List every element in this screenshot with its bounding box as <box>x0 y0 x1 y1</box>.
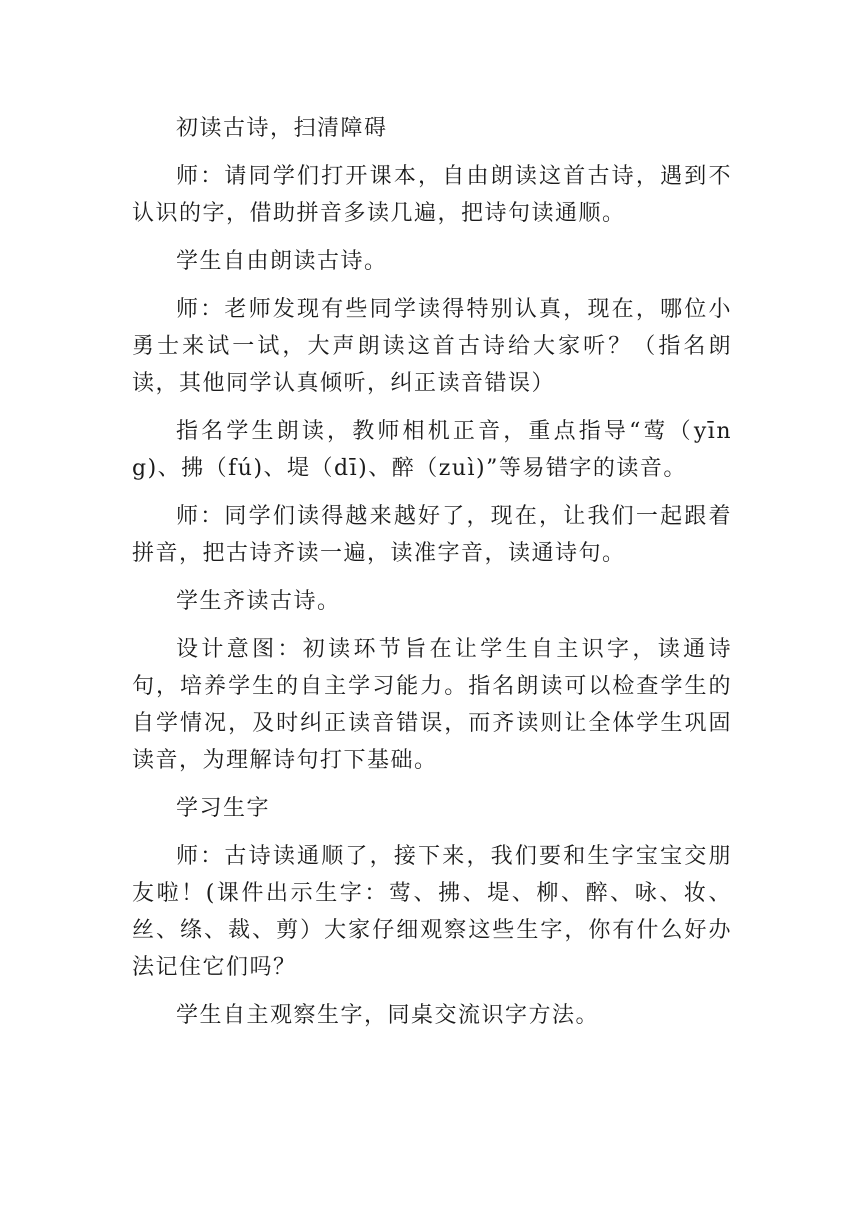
design-intent-paragraph: 设计意图：初读环节旨在让学生自主识字，读通诗句，培养学生的自主学习能力。指名朗读可以检查学生的自学情况，及时纠正读音错误，而齐读则让全体学生巩固读音，为理解诗句打下基础。 <box>132 637 732 773</box>
teacher-instruction-paragraph: 师：同学们读得越来越好了，现在，让我们一起跟着拼音，把古诗齐读一遍，读准字音，读通诗句。 <box>132 504 732 566</box>
pronunciation-guidance-paragraph: 指名学生朗读，教师相机正音，重点指导“莺（yīng)、拂（fú)、堤（dī)、醉（zuì)”等易错字的读音。 <box>132 419 732 481</box>
section-heading-new-characters: 学习生字 <box>176 796 271 821</box>
document-body <box>132 110 732 1045</box>
student-activity-paragraph: 学生齐读古诗。 <box>176 589 341 614</box>
student-activity-paragraph: 学生自主观察生字，同桌交流识字方法。 <box>176 1003 600 1028</box>
section-heading-first-reading: 初读古诗，扫清障碍 <box>176 116 388 141</box>
teacher-instruction-paragraph: 师：古诗读通顺了，接下来，我们要和生字宝宝交朋友啦！(课件出示生字：莺、拂、堤、柳、醉、咏、妆、丝、绦、裁、剪）大家仔细观察这些生字，你有什么好办法记住它们吗？ <box>132 844 732 980</box>
teacher-instruction-paragraph: 师：请同学们打开课本，自由朗读这首古诗，遇到不认识的字，借助拼音多读几遍，把诗句读通顺。 <box>132 164 732 226</box>
teacher-instruction-paragraph: 师：老师发现有些同学读得特别认真，现在，哪位小勇士来试一试，大声朗读这首古诗给大家听？（指名朗读，其他同学认真倾听，纠正读音错误） <box>132 297 732 396</box>
student-activity-paragraph: 学生自由朗读古诗。 <box>176 249 388 274</box>
